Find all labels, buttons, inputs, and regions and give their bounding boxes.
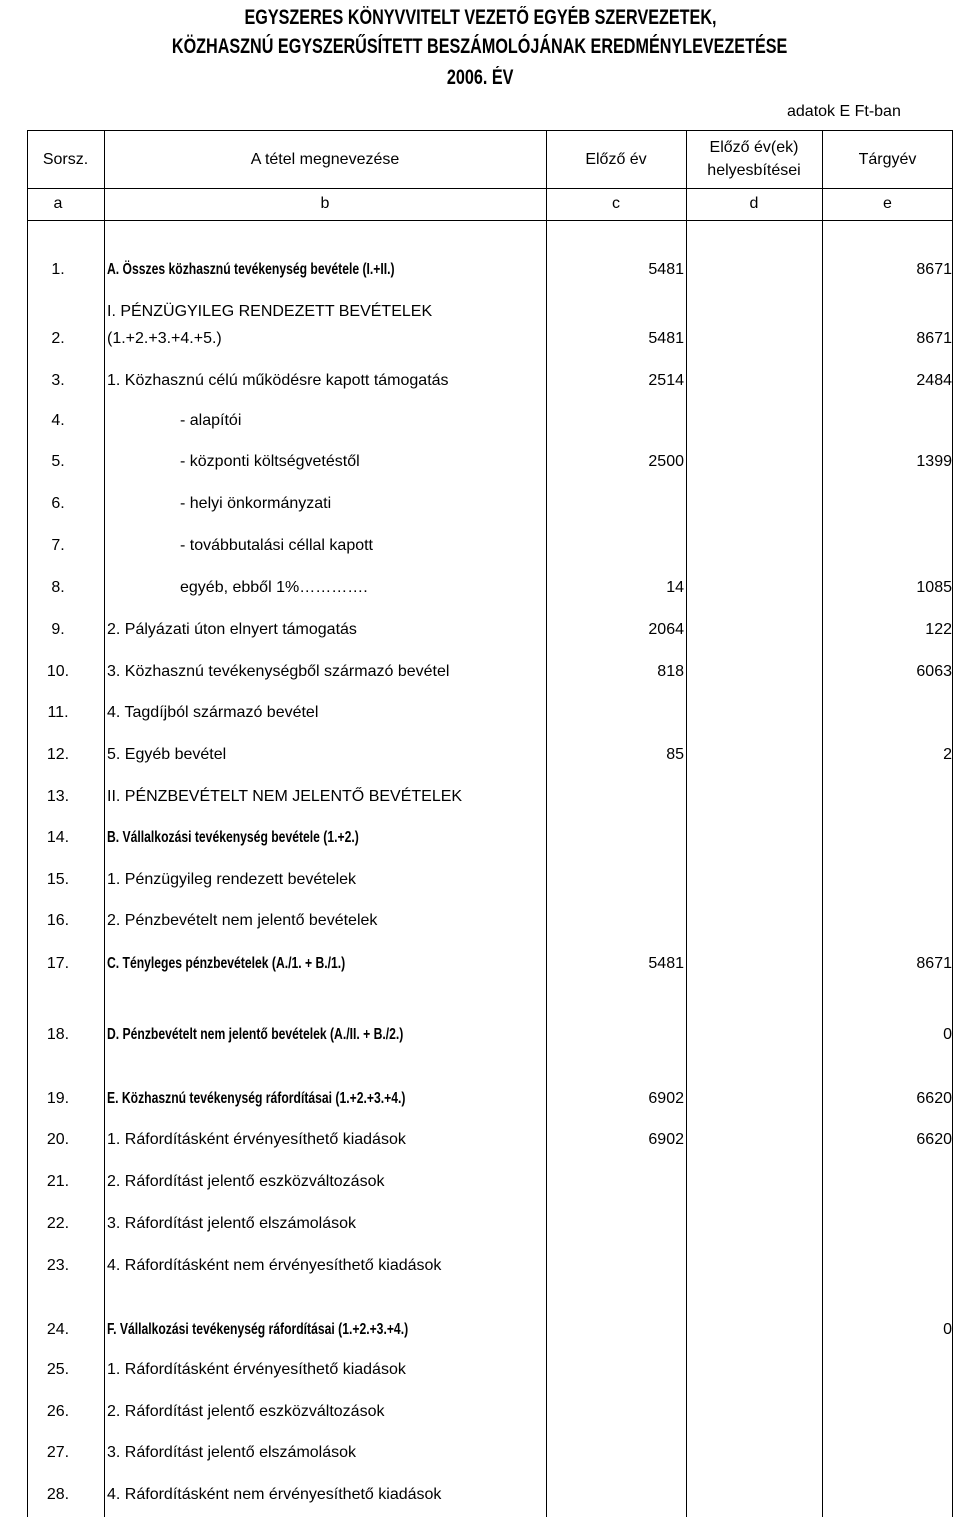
item-name: 2. Ráfordítást jelentő eszközváltozások — [107, 1403, 385, 1420]
item-name: 3. Közhasznú tevékenységből származó bevétel — [107, 663, 450, 680]
row-number: 24. — [46, 1321, 70, 1338]
item-name: 1. Közhasznú célú működésre kapott támogatás — [107, 372, 449, 389]
table-row — [0, 953, 960, 975]
item-name: 1. Pénzügyileg rendezett bevételek — [107, 871, 357, 888]
item-name: 1. Ráfordításként érvényesíthető kiadások — [107, 1361, 406, 1378]
table-row — [0, 1442, 960, 1464]
table-row — [0, 827, 960, 849]
table-row — [0, 1359, 960, 1381]
title-line-2: KÖZHASZNÚ EGYSZERŰSÍTETT BESZÁMOLÓJÁNAK EREDMÉNYLEVEZETÉSE — [172, 35, 788, 58]
table-row — [0, 869, 960, 891]
row-number: 21. — [46, 1173, 70, 1190]
unit-note: adatok E Ft-ban — [787, 103, 901, 120]
table-row — [0, 451, 960, 473]
current-year-value: 6620 — [916, 1131, 952, 1148]
column-letter-d: d — [749, 195, 759, 212]
previous-year-value: 5481 — [648, 330, 684, 347]
row-number: 18. — [46, 1026, 70, 1043]
row-number: 28. — [46, 1486, 70, 1503]
row-number: 22. — [46, 1215, 70, 1232]
current-year-value: 1399 — [916, 453, 952, 470]
column-letter-a: a — [53, 195, 63, 212]
table-row — [0, 1319, 960, 1341]
header-current-year: Tárgyév — [858, 150, 917, 168]
table-row — [0, 1088, 960, 1110]
row-number: 9. — [51, 621, 65, 638]
table-row — [0, 661, 960, 683]
item-name: F. Vállalkozási tevékenység ráfordításai (1.+2.+3.+4.) — [107, 1321, 409, 1338]
item-name: - helyi önkormányzati — [180, 495, 332, 512]
current-year-value: 0 — [943, 1321, 952, 1338]
item-name: egyéb, ebből 1%…………. — [180, 579, 368, 596]
table-row — [0, 1401, 960, 1423]
current-year-value: 6620 — [916, 1090, 952, 1107]
previous-year-value: 6902 — [648, 1090, 684, 1107]
current-year-value: 0 — [943, 1026, 952, 1043]
header-corrections — [686, 130, 822, 188]
item-name: 1. Ráfordításként érvényesíthető kiadások — [107, 1131, 406, 1148]
row-number: 27. — [46, 1444, 70, 1461]
header-bottom-rule — [27, 188, 953, 189]
previous-year-value: 2500 — [648, 453, 684, 470]
item-name-line-1: I. PÉNZÜGYILEG RENDEZETT BEVÉTELEK — [107, 303, 433, 320]
row-number: 23. — [46, 1257, 70, 1274]
column-letter-e: e — [883, 195, 892, 212]
row-number: 7. — [51, 537, 65, 554]
header-corrections-line-1: Előző év(ek) — [709, 139, 799, 156]
current-year-value: 122 — [925, 621, 952, 638]
item-name: 2. Ráfordítást jelentő eszközváltozások — [107, 1173, 385, 1190]
header-item-name: A tétel megnevezése — [250, 150, 400, 168]
item-name: 3. Ráfordítást jelentő elszámolások — [107, 1215, 357, 1232]
item-name-line-2: (1.+2.+3.+4.+5.) — [107, 330, 222, 347]
table-row — [0, 786, 960, 808]
item-name: 5. Egyéb bevétel — [107, 746, 227, 763]
row-number: 10. — [46, 663, 70, 680]
row-number: 1. — [51, 261, 65, 278]
item-name — [107, 298, 545, 352]
current-year-value: 1085 — [916, 579, 952, 596]
title-line-1: EGYSZERES KÖNYVVITELT VEZETŐ EGYÉB SZERVEZETEK, — [243, 6, 717, 29]
table-row — [0, 1213, 960, 1235]
row-number: 16. — [46, 912, 70, 929]
table-row — [0, 910, 960, 932]
header-sorsz: Sorsz. — [42, 150, 89, 168]
column-letter-b: b — [320, 195, 330, 212]
current-year-value: 8671 — [916, 330, 952, 347]
row-number: 20. — [46, 1131, 70, 1148]
table-row — [0, 702, 960, 724]
item-name: 4. Tagdíjból származó bevétel — [107, 704, 319, 721]
previous-year-value: 2064 — [648, 621, 684, 638]
item-name: 2. Pénzbevételt nem jelentő bevételek — [107, 912, 378, 929]
row-number: 8. — [51, 579, 65, 596]
header-corrections-line-2: helyesbítései — [707, 162, 801, 179]
previous-year-value: 2514 — [648, 372, 684, 389]
previous-year-value: 14 — [666, 579, 684, 596]
current-year-value: 8671 — [916, 955, 952, 972]
row-number: 11. — [47, 704, 69, 721]
row-number: 19. — [46, 1090, 70, 1107]
row-number: 2. — [51, 330, 65, 347]
table-row — [0, 259, 960, 281]
previous-year-value: 5481 — [648, 261, 684, 278]
current-year-value: 2484 — [916, 372, 952, 389]
table-row — [0, 577, 960, 599]
table-row — [0, 410, 960, 432]
table-row — [0, 619, 960, 641]
current-year-value: 6063 — [916, 663, 952, 680]
row-number: 17. — [46, 955, 70, 972]
item-name: II. PÉNZBEVÉTELT NEM JELENTŐ BEVÉTELEK — [107, 788, 463, 805]
previous-year-value: 818 — [657, 663, 684, 680]
row-number: 4. — [51, 412, 65, 429]
table-row — [0, 1171, 960, 1193]
title-year: 2006. ÉV — [446, 66, 514, 89]
item-name: 3. Ráfordítást jelentő elszámolások — [107, 1444, 357, 1461]
table-row — [0, 298, 960, 352]
row-number: 26. — [46, 1403, 70, 1420]
row-number: 25. — [46, 1361, 70, 1378]
row-number: 5. — [51, 453, 65, 470]
table-row — [0, 1255, 960, 1277]
item-name: - központi költségvetéstől — [180, 453, 360, 470]
item-name: 4. Ráfordításként nem érvényesíthető kiadások — [107, 1257, 442, 1274]
table-row — [0, 1129, 960, 1151]
row-number: 12. — [46, 746, 70, 763]
row-number: 15. — [46, 871, 70, 888]
current-year-value: 8671 — [916, 261, 952, 278]
current-year-value: 2 — [943, 746, 952, 763]
item-name: C. Tényleges pénzbevételek (A./1. + B./1.) — [107, 955, 346, 972]
row-number: 13. — [46, 788, 70, 805]
item-name: 2. Pályázati úton elnyert támogatás — [107, 621, 357, 638]
row-number: 6. — [51, 495, 65, 512]
previous-year-value: 6902 — [648, 1131, 684, 1148]
table-row — [0, 535, 960, 557]
item-name: E. Közhasznú tevékenység ráfordításai (1.+2.+3.+4.) — [107, 1090, 406, 1107]
table-row — [0, 1024, 960, 1046]
column-letter-c: c — [612, 195, 620, 212]
row-number: 3. — [51, 372, 65, 389]
item-name: A. Összes közhasznú tevékenység bevétele (I.+II.) — [107, 261, 395, 278]
previous-year-value: 85 — [666, 746, 684, 763]
table-row — [0, 370, 960, 392]
item-name: - továbbutalási céllal kapott — [180, 537, 373, 554]
table-row — [0, 744, 960, 766]
header-previous-year: Előző év — [585, 150, 647, 168]
table-row — [0, 1484, 960, 1506]
previous-year-value: 5481 — [648, 955, 684, 972]
item-name: B. Vállalkozási tevékenység bevétele (1.+2.) — [107, 829, 359, 846]
row-number: 14. — [46, 829, 70, 846]
item-name: - alapítói — [180, 412, 242, 429]
item-name: 4. Ráfordításként nem érvényesíthető kiadások — [107, 1486, 442, 1503]
table-row — [0, 493, 960, 515]
letters-bottom-rule — [27, 220, 953, 221]
item-name: D. Pénzbevételt nem jelentő bevételek (A./II. + B./2.) — [107, 1026, 404, 1043]
